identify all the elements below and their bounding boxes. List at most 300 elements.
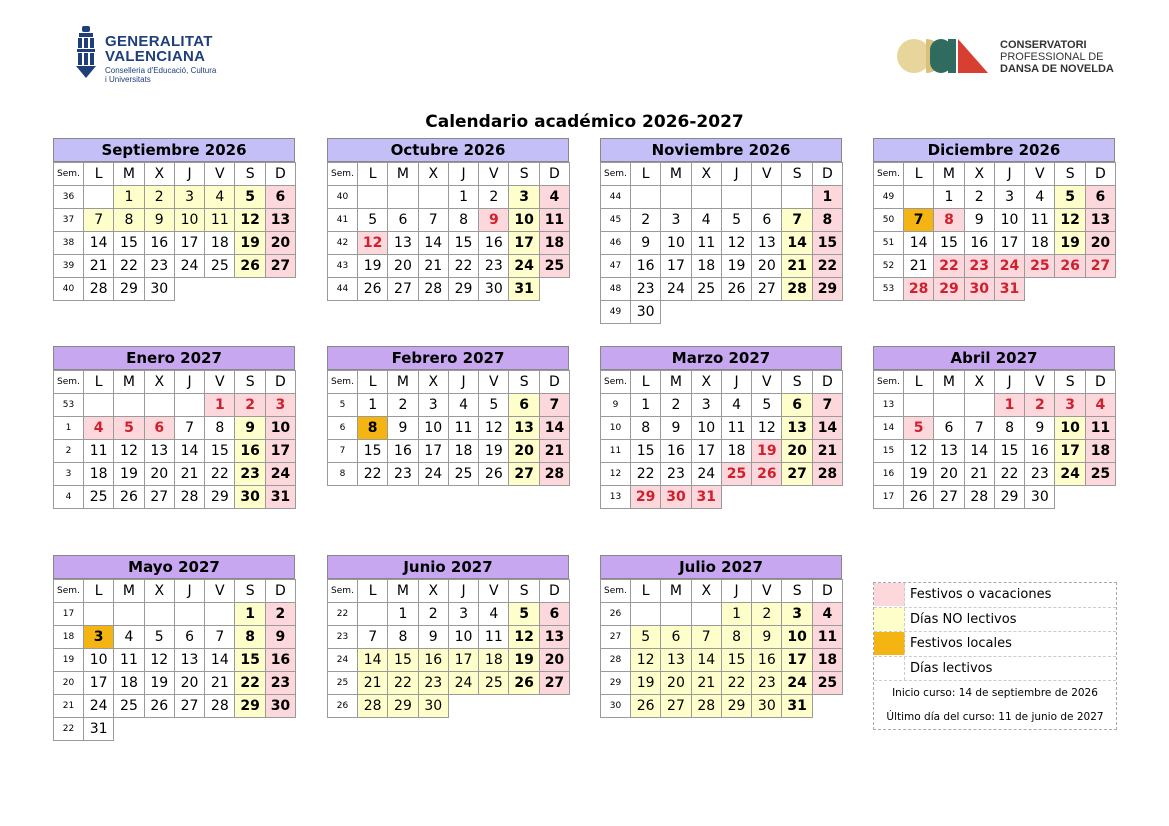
day-cell: 30 [1025, 486, 1055, 509]
day-cell: 26 [358, 278, 388, 301]
empty-day-cell [691, 603, 721, 626]
day-cell: 25 [721, 463, 751, 486]
day-cell: 20 [509, 440, 539, 463]
empty-day-cell [1055, 278, 1085, 301]
legend-label: Festivos locales [910, 636, 1012, 652]
weekday-header: S [782, 371, 812, 394]
day-cell: 28 [964, 486, 994, 509]
day-cell: 5 [752, 394, 782, 417]
day-cell: 7 [812, 394, 842, 417]
week-row [601, 417, 843, 440]
week-row [54, 603, 296, 626]
day-cell: 31 [691, 486, 721, 509]
weekday-header-row [874, 371, 1116, 394]
day-cell: 22 [205, 463, 235, 486]
day-cell: 7 [358, 626, 388, 649]
weekday-header: L [631, 163, 661, 186]
weekday-header: L [358, 580, 388, 603]
weekday-header: X [144, 163, 174, 186]
weekday-header: V [479, 371, 509, 394]
empty-day-cell [265, 278, 295, 301]
day-cell: 26 [904, 486, 934, 509]
weekday-header-row [54, 371, 296, 394]
day-cell: 4 [479, 603, 509, 626]
day-cell: 5 [114, 417, 144, 440]
empty-day-cell [631, 603, 661, 626]
day-cell: 25 [205, 255, 235, 278]
weekday-header: X [964, 371, 994, 394]
week-number: 10 [601, 417, 631, 440]
day-cell: 27 [174, 695, 204, 718]
day-cell: 30 [418, 695, 448, 718]
day-cell: 5 [904, 417, 934, 440]
day-cell: 9 [964, 209, 994, 232]
day-cell: 6 [265, 186, 295, 209]
week-number: 9 [601, 394, 631, 417]
day-cell: 10 [84, 649, 114, 672]
day-cell: 13 [782, 417, 812, 440]
day-cell: 2 [661, 394, 691, 417]
day-cell: 23 [388, 463, 418, 486]
day-cell: 21 [418, 255, 448, 278]
day-cell: 7 [205, 626, 235, 649]
day-cell: 3 [174, 186, 204, 209]
weekday-header: S [509, 371, 539, 394]
day-cell: 16 [388, 440, 418, 463]
empty-day-cell [721, 486, 751, 509]
day-cell: 12 [114, 440, 144, 463]
week-column-header: Sem. [328, 371, 358, 394]
week-number: 50 [874, 209, 904, 232]
day-cell: 25 [1025, 255, 1055, 278]
day-cell: 14 [964, 440, 994, 463]
weekday-header: M [934, 371, 964, 394]
week-column-header: Sem. [54, 371, 84, 394]
weekday-header: M [388, 580, 418, 603]
day-cell: 10 [174, 209, 204, 232]
day-cell: 19 [1055, 232, 1085, 255]
day-cell: 21 [964, 463, 994, 486]
week-number: 47 [601, 255, 631, 278]
day-cell: 29 [934, 278, 964, 301]
day-cell: 15 [812, 232, 842, 255]
weekday-header: D [539, 163, 569, 186]
day-cell: 5 [509, 603, 539, 626]
week-row [328, 649, 570, 672]
day-cell: 23 [964, 255, 994, 278]
day-cell: 17 [994, 232, 1024, 255]
page-title: Calendario académico 2026-2027 [425, 112, 744, 132]
day-cell: 29 [721, 695, 751, 718]
day-cell: 12 [358, 232, 388, 255]
day-cell: 7 [964, 417, 994, 440]
weekday-header: L [904, 163, 934, 186]
week-row [874, 255, 1116, 278]
day-cell: 9 [388, 417, 418, 440]
day-cell: 2 [752, 603, 782, 626]
weekday-header: X [691, 371, 721, 394]
day-cell: 18 [1085, 440, 1115, 463]
day-cell: 18 [812, 649, 842, 672]
day-cell: 1 [205, 394, 235, 417]
week-number: 29 [601, 672, 631, 695]
day-cell: 23 [144, 255, 174, 278]
conselleria-name: Conselleria d'Educació, Cultura i Universitats [105, 66, 217, 84]
day-cell: 30 [479, 278, 509, 301]
month-8 [873, 346, 1115, 509]
day-cell: 20 [539, 649, 569, 672]
day-cell: 19 [752, 440, 782, 463]
day-cell: 17 [691, 440, 721, 463]
week-column-header: Sem. [874, 163, 904, 186]
weekday-header: M [388, 371, 418, 394]
week-number: 43 [328, 255, 358, 278]
week-row [601, 695, 843, 718]
week-row [601, 649, 843, 672]
day-cell: 10 [994, 209, 1024, 232]
day-cell: 16 [265, 649, 295, 672]
day-cell: 15 [358, 440, 388, 463]
day-cell: 6 [388, 209, 418, 232]
week-row [54, 209, 296, 232]
week-column-header: Sem. [601, 580, 631, 603]
day-cell: 25 [539, 255, 569, 278]
day-cell: 23 [631, 278, 661, 301]
day-cell: 16 [631, 255, 661, 278]
month-title: Mayo 2027 [53, 555, 295, 579]
week-number: 40 [54, 278, 84, 301]
day-cell: 31 [782, 695, 812, 718]
day-cell: 20 [661, 672, 691, 695]
empty-day-cell [174, 278, 204, 301]
empty-day-cell [934, 394, 964, 417]
month-title: Febrero 2027 [327, 346, 569, 370]
day-cell: 7 [904, 209, 934, 232]
day-cell: 4 [1085, 394, 1115, 417]
week-row [54, 440, 296, 463]
day-cell: 15 [235, 649, 265, 672]
day-cell: 30 [752, 695, 782, 718]
day-cell: 14 [691, 649, 721, 672]
weekday-header: J [994, 163, 1024, 186]
day-cell: 26 [752, 463, 782, 486]
week-number: 53 [874, 278, 904, 301]
day-cell: 31 [84, 718, 114, 741]
weekday-header: J [721, 163, 751, 186]
empty-day-cell [631, 186, 661, 209]
day-cell: 23 [479, 255, 509, 278]
day-cell: 30 [235, 486, 265, 509]
empty-day-cell [205, 278, 235, 301]
day-cell: 17 [1055, 440, 1085, 463]
empty-day-cell [358, 186, 388, 209]
day-cell: 25 [479, 672, 509, 695]
day-cell: 14 [418, 232, 448, 255]
day-cell: 14 [812, 417, 842, 440]
month-table [53, 162, 296, 301]
day-cell: 26 [631, 695, 661, 718]
day-cell: 16 [235, 440, 265, 463]
day-cell: 10 [1055, 417, 1085, 440]
empty-day-cell [1085, 486, 1115, 509]
day-cell: 11 [1025, 209, 1055, 232]
weekday-header: D [1085, 371, 1115, 394]
week-number: 52 [874, 255, 904, 278]
week-row [328, 440, 570, 463]
day-cell: 24 [782, 672, 812, 695]
week-row [601, 394, 843, 417]
day-cell: 8 [358, 417, 388, 440]
week-number: 19 [54, 649, 84, 672]
day-cell: 29 [631, 486, 661, 509]
week-number: 46 [601, 232, 631, 255]
week-number: 17 [874, 486, 904, 509]
day-cell: 29 [235, 695, 265, 718]
day-cell: 19 [358, 255, 388, 278]
week-number: 18 [54, 626, 84, 649]
day-cell: 24 [994, 255, 1024, 278]
day-cell: 3 [448, 603, 478, 626]
day-cell: 22 [934, 255, 964, 278]
month-title: Octubre 2026 [327, 138, 569, 162]
day-cell: 12 [479, 417, 509, 440]
conservatori-logo [896, 36, 1116, 80]
day-cell: 9 [418, 626, 448, 649]
week-row [54, 695, 296, 718]
empty-day-cell [174, 603, 204, 626]
day-cell: 14 [174, 440, 204, 463]
day-cell: 19 [114, 463, 144, 486]
week-row [874, 209, 1116, 232]
day-cell: 24 [84, 695, 114, 718]
month-title: Noviembre 2026 [600, 138, 842, 162]
week-row [328, 186, 570, 209]
weekday-header: D [1085, 163, 1115, 186]
day-cell: 25 [84, 486, 114, 509]
weekday-header: X [418, 371, 448, 394]
month-table [873, 162, 1116, 301]
day-cell: 2 [1025, 394, 1055, 417]
day-cell: 19 [144, 672, 174, 695]
day-cell: 8 [114, 209, 144, 232]
day-cell: 5 [479, 394, 509, 417]
day-cell: 11 [812, 626, 842, 649]
month-title: Septiembre 2026 [53, 138, 295, 162]
day-cell: 26 [479, 463, 509, 486]
day-cell: 16 [964, 232, 994, 255]
day-cell: 22 [631, 463, 661, 486]
week-row [54, 394, 296, 417]
weekday-header-row [328, 163, 570, 186]
day-cell: 21 [205, 672, 235, 695]
week-number: 24 [328, 649, 358, 672]
day-cell: 31 [509, 278, 539, 301]
day-cell: 28 [904, 278, 934, 301]
day-cell: 6 [509, 394, 539, 417]
day-cell: 28 [84, 278, 114, 301]
day-cell: 27 [509, 463, 539, 486]
day-cell: 9 [144, 209, 174, 232]
weekday-header: X [964, 163, 994, 186]
day-cell: 11 [205, 209, 235, 232]
day-cell: 18 [84, 463, 114, 486]
day-cell: 29 [448, 278, 478, 301]
legend-label: Días NO lectivos [910, 611, 1017, 627]
week-number: 37 [54, 209, 84, 232]
week-number: 51 [874, 232, 904, 255]
week-number: 3 [54, 463, 84, 486]
day-cell: 9 [752, 626, 782, 649]
week-number: 20 [54, 672, 84, 695]
legend-swatch-lectivos [874, 657, 905, 680]
empty-day-cell [84, 603, 114, 626]
day-cell: 23 [235, 463, 265, 486]
week-row [874, 440, 1116, 463]
week-number: 48 [601, 278, 631, 301]
month-table [327, 162, 570, 301]
day-cell: 18 [1025, 232, 1055, 255]
day-cell: 14 [904, 232, 934, 255]
day-cell: 11 [721, 417, 751, 440]
day-cell: 10 [782, 626, 812, 649]
day-cell: 21 [84, 255, 114, 278]
day-cell: 12 [1055, 209, 1085, 232]
day-cell: 1 [631, 394, 661, 417]
day-cell: 19 [235, 232, 265, 255]
day-cell: 22 [448, 255, 478, 278]
empty-day-cell [661, 186, 691, 209]
day-cell: 9 [479, 209, 509, 232]
week-row [874, 463, 1116, 486]
week-row [54, 486, 296, 509]
day-cell: 30 [661, 486, 691, 509]
day-cell: 22 [994, 463, 1024, 486]
weekday-header: V [752, 163, 782, 186]
week-number: 38 [54, 232, 84, 255]
week-number: 5 [328, 394, 358, 417]
day-cell: 8 [448, 209, 478, 232]
day-cell: 22 [235, 672, 265, 695]
day-cell: 25 [114, 695, 144, 718]
empty-day-cell [358, 603, 388, 626]
day-cell: 1 [812, 186, 842, 209]
week-number: 28 [601, 649, 631, 672]
day-cell: 24 [661, 278, 691, 301]
weekday-header: L [631, 580, 661, 603]
weekday-header-row [328, 371, 570, 394]
weekday-header: V [1025, 371, 1055, 394]
empty-day-cell [539, 695, 569, 718]
weekday-header-row [601, 163, 843, 186]
week-number: 53 [54, 394, 84, 417]
legend-swatch-festivos [874, 583, 905, 606]
day-cell: 1 [235, 603, 265, 626]
empty-day-cell [479, 695, 509, 718]
month-title: Julio 2027 [600, 555, 842, 579]
day-cell: 14 [782, 232, 812, 255]
day-cell: 21 [174, 463, 204, 486]
day-cell: 16 [752, 649, 782, 672]
weekday-header: D [812, 163, 842, 186]
day-cell: 16 [661, 440, 691, 463]
week-row [601, 232, 843, 255]
week-number: 25 [328, 672, 358, 695]
day-cell: 2 [265, 603, 295, 626]
week-number: 49 [601, 301, 631, 324]
empty-day-cell [1025, 278, 1055, 301]
day-cell: 6 [539, 603, 569, 626]
week-number: 30 [601, 695, 631, 718]
weekday-header: X [691, 163, 721, 186]
day-cell: 8 [721, 626, 751, 649]
day-cell: 28 [691, 695, 721, 718]
week-number: 41 [328, 209, 358, 232]
weekday-header: M [114, 163, 144, 186]
empty-day-cell [782, 186, 812, 209]
day-cell: 24 [418, 463, 448, 486]
weekday-header-row [54, 163, 296, 186]
day-cell: 21 [812, 440, 842, 463]
day-cell: 23 [1025, 463, 1055, 486]
day-cell: 18 [691, 255, 721, 278]
month-table [873, 370, 1116, 509]
day-cell: 17 [661, 255, 691, 278]
weekday-header: S [1055, 371, 1085, 394]
day-cell: 13 [934, 440, 964, 463]
month-title: Diciembre 2026 [873, 138, 1115, 162]
weekday-header: V [479, 580, 509, 603]
day-cell: 30 [964, 278, 994, 301]
day-cell: 2 [479, 186, 509, 209]
day-cell: 1 [934, 186, 964, 209]
month-title: Enero 2027 [53, 346, 295, 370]
day-cell: 29 [812, 278, 842, 301]
day-cell: 24 [509, 255, 539, 278]
day-cell: 5 [631, 626, 661, 649]
week-row [601, 672, 843, 695]
month-1 [53, 138, 295, 301]
weekday-header-row [601, 371, 843, 394]
legend-swatch-festivos-locales [874, 632, 905, 655]
week-row [328, 672, 570, 695]
day-cell: 28 [205, 695, 235, 718]
day-cell: 21 [782, 255, 812, 278]
week-number: 11 [601, 440, 631, 463]
week-number: 26 [328, 695, 358, 718]
week-row [874, 486, 1116, 509]
day-cell: 24 [448, 672, 478, 695]
day-cell: 3 [84, 626, 114, 649]
month-5 [53, 346, 295, 509]
weekday-header: D [812, 371, 842, 394]
weekday-header: V [479, 163, 509, 186]
week-number: 49 [874, 186, 904, 209]
empty-day-cell [174, 394, 204, 417]
weekday-header: M [661, 371, 691, 394]
empty-day-cell [114, 718, 144, 741]
day-cell: 26 [721, 278, 751, 301]
weekday-header: M [661, 580, 691, 603]
weekday-header-row [328, 580, 570, 603]
day-cell: 28 [812, 463, 842, 486]
week-number: 17 [54, 603, 84, 626]
weekday-header: M [934, 163, 964, 186]
month-table [600, 579, 843, 718]
day-cell: 10 [265, 417, 295, 440]
day-cell: 11 [479, 626, 509, 649]
day-cell: 23 [418, 672, 448, 695]
month-11 [600, 555, 842, 718]
